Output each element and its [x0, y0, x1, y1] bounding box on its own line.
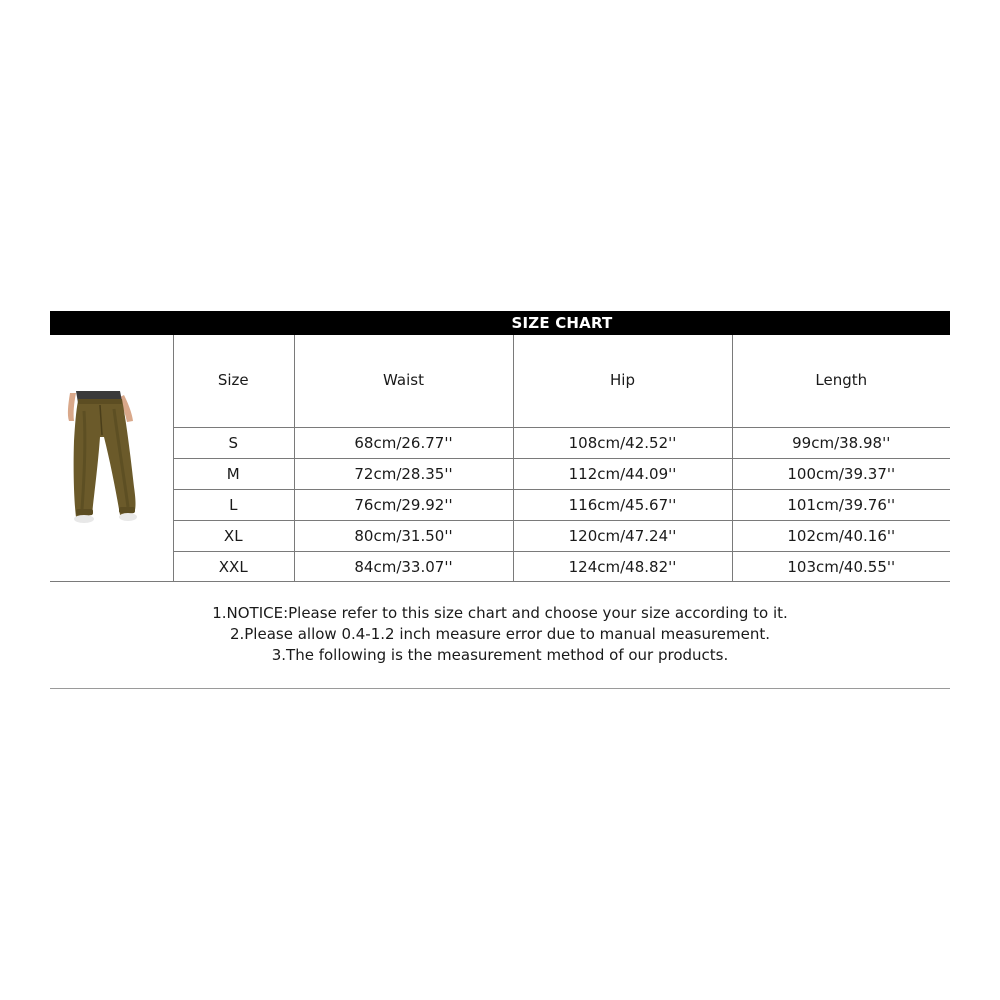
header-hip: Hip	[513, 335, 732, 428]
cell-length: 99cm/38.98''	[732, 428, 950, 459]
cell-length: 102cm/40.16''	[732, 521, 950, 552]
cell-size: M	[173, 459, 294, 490]
cell-waist: 72cm/28.35''	[294, 459, 513, 490]
cell-hip: 108cm/42.52''	[513, 428, 732, 459]
size-table-container	[50, 335, 950, 582]
header-row	[173, 335, 950, 428]
cell-waist: 76cm/29.92''	[294, 490, 513, 521]
cell-hip: 120cm/47.24''	[513, 521, 732, 552]
cell-size: L	[173, 490, 294, 521]
cell-length: 101cm/39.76''	[732, 490, 950, 521]
cell-waist: 84cm/33.07''	[294, 552, 513, 583]
size-chart	[50, 311, 950, 582]
cell-hip: 124cm/48.82''	[513, 552, 732, 583]
product-photo-pants	[62, 391, 144, 523]
header-length: Length	[732, 335, 950, 428]
size-chart-title: SIZE CHART	[50, 311, 950, 335]
cell-size: S	[173, 428, 294, 459]
divider-line	[50, 688, 950, 689]
table-row	[173, 490, 950, 521]
header-size: Size	[173, 335, 294, 428]
cell-length: 100cm/39.37''	[732, 459, 950, 490]
cell-hip: 112cm/44.09''	[513, 459, 732, 490]
note-line: 3.The following is the measurement method of our products.	[271, 646, 729, 664]
cell-size: XL	[173, 521, 294, 552]
cell-size: XXL	[218, 558, 248, 576]
product-image-cell	[50, 335, 174, 581]
cell-waist: 68cm/26.77''	[294, 428, 513, 459]
cell-hip: 116cm/45.67''	[513, 490, 732, 521]
note-line: 2.Please allow 0.4-1.2 inch measure error due to manual measurement.	[229, 625, 771, 643]
cell-waist: 80cm/31.50''	[294, 521, 513, 552]
table-row	[173, 459, 950, 490]
table-row	[173, 521, 950, 552]
notes-block	[50, 603, 950, 666]
table-row	[173, 428, 950, 459]
note-line: 1.NOTICE:Please refer to this size chart and choose your size according to it.	[212, 604, 788, 622]
size-table	[173, 335, 950, 582]
cell-length: 103cm/40.55''	[732, 552, 950, 583]
header-waist: Waist	[294, 335, 513, 428]
table-row	[173, 552, 950, 583]
